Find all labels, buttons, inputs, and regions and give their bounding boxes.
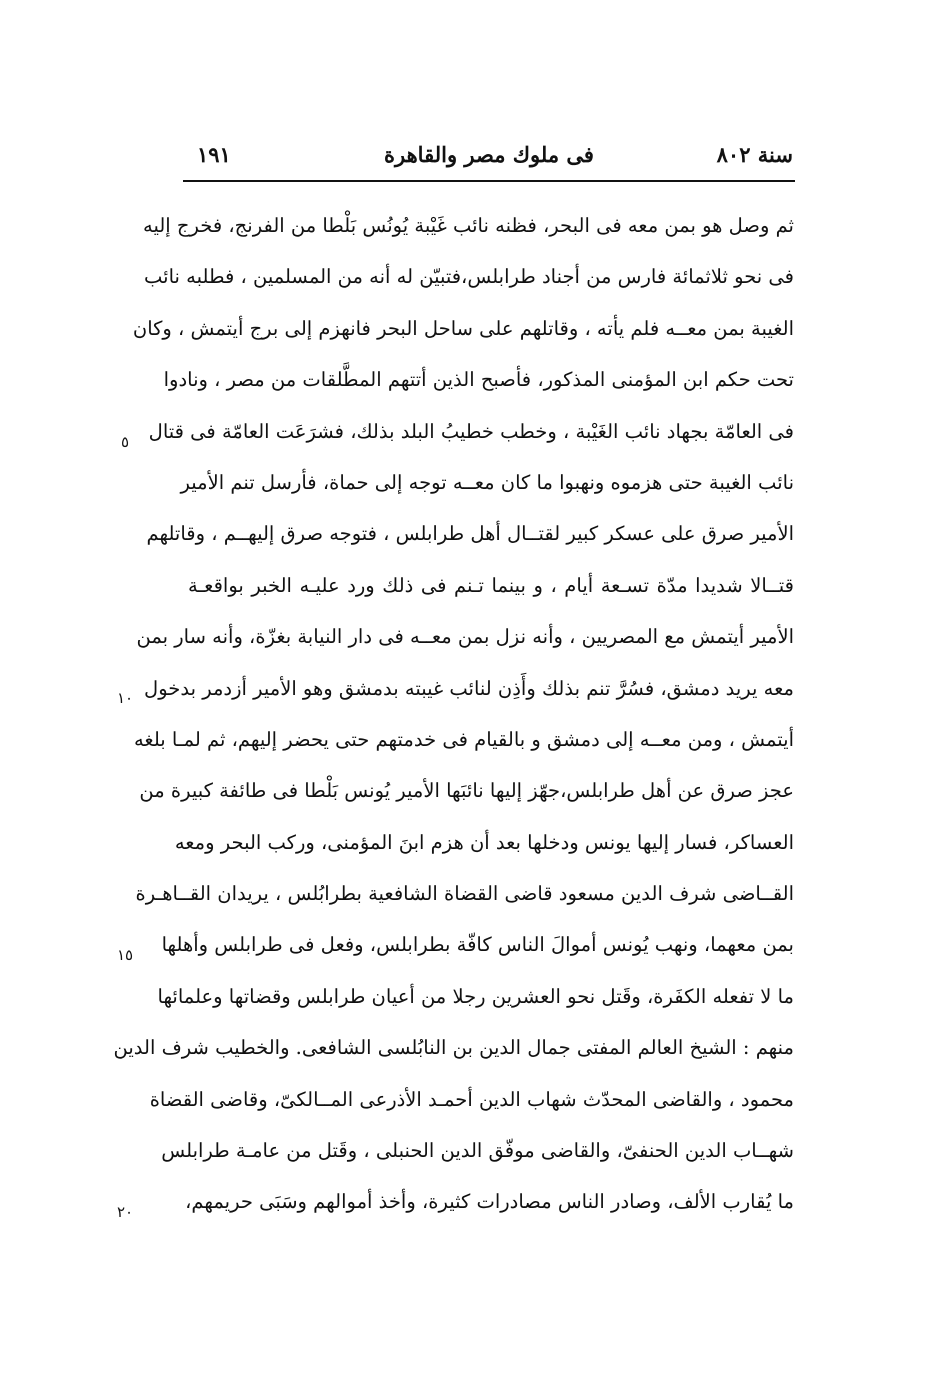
text-line: معه يريد دمشق، فسُرَّ تنم بذلك وأَذِن لنائب غيبته بدمشق وهو الأمير أزدمر بدخول xyxy=(144,676,794,700)
text-line: عجز صرق عن أهل طرابلس،جهّز إليها نائبَها الأمير يُونس بَلْطا فى طائفة كبيرة من xyxy=(139,779,794,803)
text-line: فى نحو ثلاثمائة فارس من أجناد طرابلس،فتبيّن له أنه من المسلمين ، فطلبه نائب xyxy=(144,265,794,289)
line-number-marker: ٥ xyxy=(120,433,130,451)
text-line: بمن معهما، ونهب يُونس أموالَ الناس كافّة بطرابلس، وفعل فى طرابلس وأهلها xyxy=(161,933,794,957)
text-line: ما يُقارب الألف، وصادر الناس مصادرات كثيرة، وأخذ أموالهم وسَبَى حريمهم، xyxy=(185,1190,794,1214)
running-title: فى ملوك مصر والقاهرة xyxy=(384,142,594,167)
text-line: الأمير صرق على عسكر كبير لقتــال أهل طرابلس ، فتوجه صرق إليهــم ، وقاتلهم xyxy=(146,522,794,546)
text-line: ما لا تفعله الكفَرة، وقَتل نحو العشرين رجلا من أعيان طرابلس وقضاتها وعلمائها xyxy=(157,984,794,1008)
text-line: القــاضى شرف الدين مسعود قاضى القضاة الشافعية بطرابُلس ، يريدان القــاهـرة xyxy=(135,882,794,906)
text-line: ثم وصل هو بمن معه فى البحر، فظنه نائب غَيْبة يُونُس بَلْطا من الفرنج، فخرج إليه xyxy=(143,214,794,237)
text-line: الغيبة بمن معــه فلم يأته ، وقاتلهم على ساحل البحر فانهزم إلى برج أيتمش ، وكان xyxy=(132,316,794,340)
line-number-marker: ١٥ xyxy=(116,946,134,964)
page-header xyxy=(183,138,795,182)
text-line: فى العامّة بجهاد نائب الغَيْبة ، وخطب خطيبُ البلد بذلك، فشرَعَت العامّة فى قتال xyxy=(148,419,794,443)
text-line: نائب الغيبة حتى هزموه ونهبوا ما كان معــه توجه إلى حماة، فأرسل تنم الأمير xyxy=(180,470,794,494)
text-line: شهــاب الدين الحنفىّ، والقاضى موفّق الدين الحنبلى ، وقَتل من عامـة طرابلس xyxy=(161,1139,794,1163)
header-rule xyxy=(183,180,795,182)
text-line: قتــالا شديدا مدّة تسـعة أيام ، و بينما تـنم فى ذلك ورد عليـه الخبر بواقعـة xyxy=(188,573,794,597)
text-line: الأمير أيتمش مع المصريين ، وأنه نزل بمن معــه فى دار النيابة بغزّة، وأنه سار بمن xyxy=(136,625,794,649)
text-line: محمود ، والقاضى المحدّث شهاب الدين أحمـد الأذرعى المــالكىّ، وقاضى القضاة xyxy=(149,1087,794,1111)
text-line: تحت حكم ابن المؤمنى المذكور، فأصبح الذين أتتهم المطَّلقات من مصر ، ونادوا xyxy=(163,368,794,392)
text-line: أيتمش ، ومن معــه إلى دمشق و بالقيام فى خدمتهم حتى يحضر إليهم، ثم لمـا بلغه xyxy=(133,727,794,751)
line-number-marker: ١٠ xyxy=(116,689,134,707)
page-number: ١٩١ xyxy=(197,142,231,167)
text-line: العساكر، فسار إليها يونس ودخلها بعد أن هزم ابنَ المؤمنى، وركب البحر ومعه xyxy=(174,830,794,854)
header-year: سنة ٨٠٢ xyxy=(716,142,793,167)
line-number-marker: ٢٠ xyxy=(116,1203,134,1221)
text-line: منهم : الشيخ العالم المفتى جمال الدين بن النابُلسى الشافعى. والخطيب شرف الدين xyxy=(113,1036,794,1060)
